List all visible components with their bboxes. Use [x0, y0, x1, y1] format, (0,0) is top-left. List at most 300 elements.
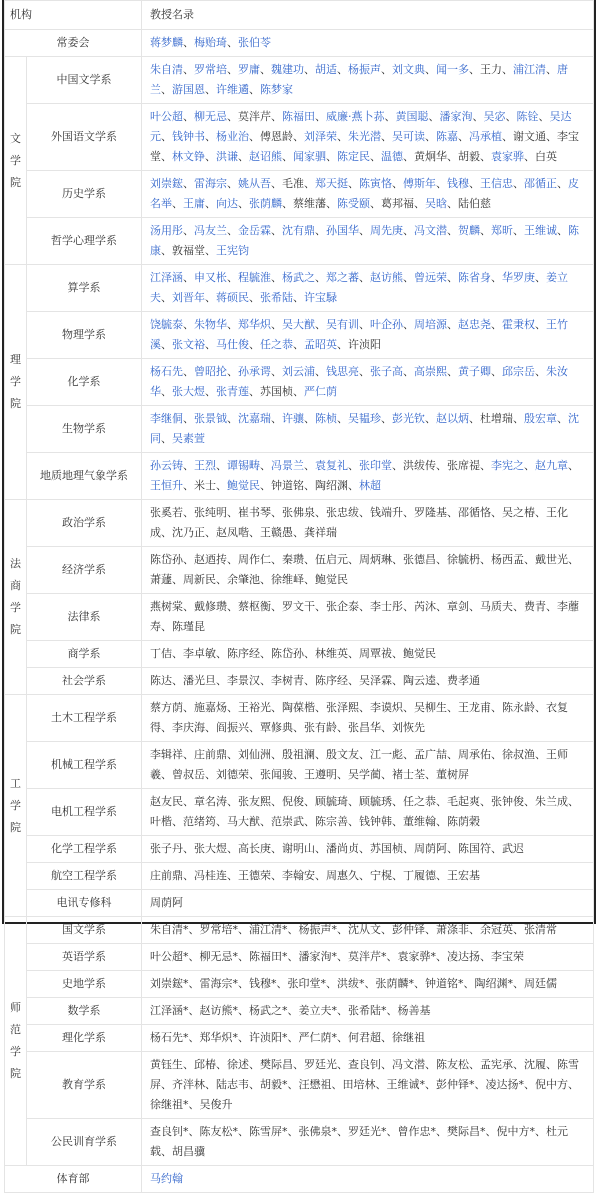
professor-link[interactable]: 殷宏章 — [524, 412, 557, 425]
separator: 、 — [271, 412, 282, 425]
professor-link[interactable]: 叶公超 — [150, 110, 183, 123]
professor-name: 李蘼寿 — [150, 600, 579, 633]
separator: 、 — [491, 506, 502, 519]
professor-link[interactable]: 郑之蕃 — [326, 271, 359, 284]
professor-link[interactable]: 孟昭英 — [304, 338, 337, 351]
professor-name: 罗廷光* — [348, 1125, 387, 1138]
separator: 、 — [205, 291, 216, 304]
separator: 、 — [315, 701, 326, 714]
separator: 、 — [287, 1004, 299, 1017]
professor-link[interactable]: 吴达元 — [150, 110, 572, 143]
separator: 、 — [188, 1125, 200, 1138]
professor-name: 王师羲 — [150, 748, 568, 781]
professor-link[interactable]: 朱自清 — [150, 63, 183, 76]
separator: 、 — [392, 647, 403, 660]
professor-name: 王龙甫 — [458, 701, 491, 714]
separator: 、 — [205, 768, 216, 781]
separator: 、 — [370, 197, 381, 210]
professor-name: 洪绂传 — [403, 459, 436, 472]
separator: 、 — [304, 647, 315, 660]
professor-link[interactable]: 刘云浦 — [282, 365, 315, 378]
professor-name: 王力 — [480, 63, 502, 76]
professor-link[interactable]: 王庸 — [183, 197, 205, 210]
professor-link[interactable]: 赵忠尧 — [458, 318, 491, 331]
table-row — [5, 30, 594, 57]
separator: 、 — [227, 553, 238, 566]
professor-link[interactable]: 皮名举 — [150, 177, 579, 210]
professor-link[interactable]: 马仕俊 — [216, 338, 249, 351]
professor-names — [142, 836, 594, 863]
professor-link[interactable]: 周培源 — [414, 318, 447, 331]
professor-name: 李辑祥 — [150, 748, 183, 761]
separator: 、 — [403, 271, 414, 284]
professor-link[interactable]: 郑天挺 — [315, 177, 348, 190]
professor-link[interactable]: 沈同 — [150, 412, 579, 445]
professor-name: 王裕光 — [238, 701, 271, 714]
separator: 、 — [172, 197, 183, 210]
separator: 、 — [183, 506, 194, 519]
professor-name: 李树青 — [271, 674, 304, 687]
separator: 、 — [183, 271, 194, 284]
professor-link[interactable]: 许骧 — [282, 412, 304, 425]
professor-name: 倪中方 — [535, 1078, 568, 1091]
separator: 、 — [304, 573, 315, 586]
professor-name: 任之恭 — [403, 795, 436, 808]
professor-name: 朱兰成 — [535, 795, 568, 808]
professor-link[interactable]: 孙国华 — [326, 224, 359, 237]
professor-name: 沈从文 — [348, 923, 381, 936]
department-name: 国文学系 — [27, 917, 142, 944]
professor-link[interactable]: 傅斯年 — [403, 177, 436, 190]
professor-link[interactable]: 王恒升 — [150, 479, 183, 492]
professor-link[interactable]: 沈嘉瑞 — [238, 412, 271, 425]
professor-name: 徐维峄 — [271, 573, 304, 586]
separator: 、 — [463, 977, 475, 990]
professor-link[interactable]: 张伯苓 — [238, 36, 271, 49]
professor-link[interactable]: 杨石先 — [150, 365, 183, 378]
table-row — [5, 890, 594, 917]
separator: 、 — [304, 795, 315, 808]
professor-link[interactable]: 魏建功 — [271, 63, 304, 76]
professor-name: 倪俊 — [282, 795, 304, 808]
department-name: 物理学系 — [27, 312, 142, 359]
professor-name: 查良钊 — [348, 1058, 381, 1071]
professor-link[interactable]: 郑华炽 — [238, 318, 271, 331]
professor-link[interactable]: 梅贻琦 — [194, 36, 227, 49]
separator: 、 — [238, 150, 249, 163]
professor-link[interactable]: 李继侗 — [150, 412, 183, 425]
separator: 、 — [392, 815, 403, 828]
professor-link[interactable]: 赵访熊 — [370, 271, 403, 284]
professor-link[interactable]: 沈有鼎 — [282, 224, 315, 237]
professor-link[interactable]: 任之恭 — [260, 338, 293, 351]
separator: 、 — [491, 842, 502, 855]
professor-name: 张荫麟* — [375, 977, 414, 990]
professor-name: 李谟炽 — [370, 701, 403, 714]
separator: 、 — [513, 1058, 524, 1071]
separator: 、 — [287, 1078, 299, 1091]
separator: 、 — [315, 110, 326, 123]
professor-link[interactable]: 刘崇鋐 — [150, 177, 183, 190]
professor-name: 衣复得 — [150, 701, 568, 734]
professor-name: 毛起爽 — [447, 795, 480, 808]
professor-link[interactable]: 刘文典 — [392, 63, 425, 76]
separator: 、 — [513, 923, 524, 936]
table-row — [5, 944, 594, 971]
separator: 、 — [188, 1004, 200, 1017]
separator: 、 — [447, 506, 458, 519]
separator: 、 — [359, 224, 370, 237]
professor-name: 袁家骅* — [397, 950, 436, 963]
separator: 、 — [315, 869, 326, 882]
professor-link[interactable]: 曾远荣 — [414, 271, 447, 284]
separator: 、 — [469, 923, 480, 936]
professor-link[interactable]: 王烈 — [194, 459, 216, 472]
professor-link[interactable]: 高崇熙 — [414, 365, 447, 378]
separator: 、 — [238, 1125, 249, 1138]
separator: 、 — [205, 385, 216, 398]
professor-name: 张奚若 — [150, 506, 183, 519]
professor-name: 徐述 — [227, 1058, 249, 1071]
professor-link[interactable]: 张子高 — [370, 365, 403, 378]
separator: 、 — [249, 338, 260, 351]
separator: 、 — [348, 815, 359, 828]
professor-link[interactable]: 吴可读 — [392, 130, 425, 143]
professor-name: 曾叔岳 — [172, 768, 205, 781]
professor-name: 费孝通 — [447, 674, 480, 687]
separator: 、 — [271, 224, 282, 237]
professor-link[interactable]: 冯友兰 — [194, 224, 227, 237]
professor-names — [142, 57, 594, 104]
separator: 、 — [384, 110, 396, 123]
professor-link[interactable]: 孙承谔 — [238, 365, 271, 378]
professor-names — [142, 171, 594, 218]
separator: 、 — [287, 1031, 299, 1044]
professor-link[interactable]: 黄国聪 — [395, 110, 429, 123]
professor-link[interactable]: 蒋梦麟 — [150, 36, 183, 49]
professor-name: 陈宗善 — [315, 815, 348, 828]
professor-name: 朱自清* — [150, 923, 189, 936]
professor-name: 陈达 — [150, 674, 172, 687]
department-name: 地质地理气象学系 — [27, 453, 142, 500]
table-row — [5, 863, 594, 890]
department-name: 法律系 — [27, 594, 142, 641]
table-row — [5, 104, 594, 171]
separator: 、 — [172, 674, 183, 687]
professor-link[interactable]: 钱穆 — [447, 177, 469, 190]
professor-name: 高长庚 — [238, 842, 271, 855]
separator: 、 — [227, 869, 238, 882]
professor-link[interactable]: 郑昕 — [491, 224, 513, 237]
separator: 、 — [227, 318, 238, 331]
professor-name: 刘德荣 — [216, 768, 249, 781]
separator: 、 — [216, 1058, 227, 1071]
professor-link[interactable]: 陈铨 — [516, 110, 539, 123]
table-row — [5, 695, 594, 742]
professor-link[interactable]: 冯景兰 — [271, 459, 304, 472]
professor-link[interactable]: 彭光钦 — [392, 412, 425, 425]
professor-link[interactable]: 吴素萱 — [172, 432, 205, 445]
professor-link[interactable]: 赵九章 — [535, 459, 568, 472]
separator: 、 — [304, 553, 315, 566]
professor-name: 田培林 — [342, 1078, 376, 1091]
professor-link[interactable]: 张大煜 — [172, 385, 205, 398]
professor-link[interactable]: 罗常培 — [194, 63, 227, 76]
professor-link[interactable]: 冯承植 — [469, 130, 502, 143]
professor-link[interactable]: 胡适 — [315, 63, 337, 76]
separator: 、 — [249, 526, 260, 539]
separator: 、 — [271, 177, 282, 190]
professor-link[interactable]: 王竹溪 — [150, 318, 568, 351]
professor-link[interactable]: 姚从吾 — [238, 177, 271, 190]
separator: 、 — [337, 338, 348, 351]
professor-name: 黄炯华 — [414, 150, 447, 163]
separator: 、 — [172, 647, 183, 660]
professor-link[interactable]: 潘家洵 — [439, 110, 473, 123]
professor-link[interactable]: 许维遹 — [216, 83, 249, 96]
separator: 、 — [403, 365, 414, 378]
professor-link[interactable]: 冯文潜 — [414, 224, 447, 237]
professor-name: 陶绍渊 — [315, 479, 348, 492]
college-name: 工 学 院 — [5, 695, 27, 917]
separator: 、 — [425, 412, 436, 425]
professor-link[interactable]: 温德 — [381, 150, 403, 163]
professor-link[interactable]: 陈嘉 — [436, 130, 458, 143]
separator: 、 — [172, 573, 183, 586]
table-row — [5, 1052, 594, 1119]
separator: 、 — [436, 869, 447, 882]
professor-link[interactable]: 闻一多 — [436, 63, 469, 76]
professor-link[interactable]: 吴大猷 — [282, 318, 315, 331]
separator: 、 — [392, 553, 403, 566]
separator: 、 — [271, 842, 282, 855]
professor-link[interactable]: 饶毓泰 — [150, 318, 183, 331]
professor-link[interactable]: 吴韫珍 — [348, 412, 381, 425]
professor-link[interactable]: 林超 — [359, 479, 381, 492]
professor-name: 刘仙洲 — [238, 748, 271, 761]
professor-name: 徐继祖 — [392, 1031, 425, 1044]
professor-name: 陈雪屏* — [249, 1125, 288, 1138]
separator: 、 — [304, 815, 315, 828]
table-row — [5, 453, 594, 500]
professor-name: 胡毅 — [458, 150, 480, 163]
separator: 、 — [557, 177, 568, 190]
professor-name: 孟宪承 — [480, 1058, 513, 1071]
professor-link[interactable]: 浦江清 — [513, 63, 546, 76]
professor-link[interactable]: 邱宗岳 — [502, 365, 535, 378]
professor-link[interactable]: 霍秉权 — [502, 318, 535, 331]
professor-link[interactable]: 杨振声 — [348, 63, 381, 76]
professor-name: 凌达扬* — [485, 1078, 524, 1091]
separator: 、 — [535, 506, 546, 519]
professor-name: 杨武之* — [249, 1004, 288, 1017]
professor-link[interactable]: 金岳霖 — [238, 224, 271, 237]
professor-link[interactable]: 陈定民 — [337, 150, 370, 163]
department-name: 理化学系 — [27, 1025, 142, 1052]
college-name: 文 学 院 — [5, 57, 27, 265]
professor-link[interactable]: 赵诏熊 — [249, 150, 282, 163]
separator: 、 — [287, 950, 299, 963]
professor-link[interactable]: 柳无忌 — [194, 110, 227, 123]
professor-link[interactable]: 吴晗 — [425, 197, 447, 210]
professor-link[interactable]: 马约翰 — [150, 1172, 183, 1185]
professor-names — [142, 998, 594, 1025]
separator: 、 — [304, 459, 315, 472]
separator: 、 — [392, 869, 403, 882]
professor-link[interactable]: 姜立夫 — [150, 271, 568, 304]
professor-names — [142, 594, 594, 641]
table-row — [5, 668, 594, 695]
professor-name: 庄前鼎 — [150, 869, 183, 882]
separator: 、 — [161, 526, 172, 539]
professor-name: 冯文潜 — [392, 1058, 425, 1071]
separator: 、 — [513, 412, 524, 425]
professor-link[interactable]: 鲍觉民 — [227, 479, 260, 492]
professor-link[interactable]: 张印堂 — [359, 459, 392, 472]
professor-link[interactable]: 王维诚 — [524, 224, 557, 237]
professor-link[interactable]: 江泽涵 — [150, 271, 183, 284]
professor-link[interactable]: 袁复礼 — [315, 459, 348, 472]
professor-link[interactable]: 周先庚 — [370, 224, 403, 237]
professor-link[interactable]: 袁家骅 — [491, 150, 524, 163]
professor-link[interactable]: 杨武之 — [282, 271, 315, 284]
professor-name: 陈雪屏 — [150, 1058, 579, 1091]
professor-link[interactable]: 严仁荫 — [304, 385, 337, 398]
professor-link[interactable]: 许宝騄 — [304, 291, 337, 304]
separator: 、 — [216, 815, 227, 828]
separator: 、 — [348, 479, 359, 492]
professor-link[interactable]: 唐兰 — [150, 63, 568, 96]
professor-name: 杨善基 — [397, 1004, 431, 1017]
professor-name: 周炳琳 — [359, 553, 392, 566]
professor-name: 戴世光 — [535, 553, 568, 566]
professor-link[interactable]: 赵以炳 — [436, 412, 469, 425]
professor-link[interactable]: 刘晋年 — [172, 291, 205, 304]
professor-link[interactable]: 程毓淮 — [238, 271, 271, 284]
professor-link[interactable]: 陈康 — [150, 224, 579, 257]
professor-link[interactable]: 陈受颐 — [337, 197, 370, 210]
professor-link[interactable]: 王宪钧 — [216, 244, 249, 257]
professor-link[interactable]: 刘泽荣 — [304, 130, 337, 143]
professor-link[interactable]: 张景钺 — [194, 412, 227, 425]
professor-link[interactable]: 蒋硕民 — [216, 291, 249, 304]
professor-name: 米士 — [194, 479, 216, 492]
professor-link[interactable]: 罗庸 — [238, 63, 260, 76]
professor-name: 钟道铭 — [271, 479, 304, 492]
separator: 、 — [403, 748, 414, 761]
table-row — [5, 57, 594, 104]
professor-link[interactable]: 洪谦 — [216, 150, 238, 163]
professor-link[interactable]: 威廉·燕卜荪 — [326, 110, 385, 123]
separator: 、 — [414, 197, 425, 210]
professor-name: 樊际昌* — [447, 1125, 486, 1138]
separator: 、 — [381, 130, 392, 143]
professor-name: 张企泰 — [326, 600, 359, 613]
professor-link[interactable]: 贺麟 — [458, 224, 480, 237]
professor-name: 倪中方* — [496, 1125, 535, 1138]
professor-link[interactable]: 张希陆 — [260, 291, 293, 304]
professor-link[interactable]: 向达 — [216, 197, 238, 210]
professor-link[interactable]: 叶企孙 — [370, 318, 403, 331]
professor-link[interactable]: 陈桢 — [315, 412, 337, 425]
professor-link[interactable]: 李宪之 — [491, 459, 524, 472]
professor-link[interactable]: 张文裕 — [172, 338, 205, 351]
separator: 、 — [469, 63, 480, 76]
professor-link[interactable]: 林文铮 — [172, 150, 205, 163]
separator: 、 — [304, 674, 315, 687]
separator: 、 — [183, 412, 194, 425]
separator: 、 — [359, 365, 370, 378]
professor-link[interactable]: 申又枨 — [194, 271, 227, 284]
professor-link[interactable]: 陈福田 — [282, 110, 315, 123]
separator: 、 — [304, 479, 315, 492]
professor-name: 江泽涵* — [150, 1004, 189, 1017]
separator: 、 — [188, 950, 200, 963]
separator: 、 — [386, 1004, 398, 1017]
professor-name: 燕树棠 — [150, 600, 183, 613]
professor-link[interactable]: 钱思亮 — [326, 365, 359, 378]
professor-name: 陆志韦 — [216, 1078, 249, 1091]
professor-name: 胡昌骥 — [172, 1145, 205, 1158]
professor-name: 苏国桢 — [260, 385, 293, 398]
professor-name: 张昌华 — [348, 721, 381, 734]
professor-link[interactable]: 汤用彤 — [150, 224, 183, 237]
separator: 、 — [403, 224, 414, 237]
professor-link[interactable]: 游国恩 — [172, 83, 205, 96]
professor-link[interactable]: 雷海宗 — [194, 177, 227, 190]
professor-link[interactable]: 朱汝华 — [150, 365, 568, 398]
professor-link[interactable]: 吴有训 — [326, 318, 359, 331]
professor-link[interactable]: 黄子卿 — [458, 365, 491, 378]
separator: 、 — [381, 1058, 392, 1071]
professor-link[interactable]: 陈梦家 — [260, 83, 293, 96]
professor-name: 周承佑 — [458, 748, 491, 761]
professor-link[interactable]: 钱钟书 — [172, 130, 205, 143]
professor-link[interactable]: 朱光潜 — [348, 130, 381, 143]
professor-name: 莫泮芹 — [238, 110, 271, 123]
professor-name: 罗文干 — [282, 600, 315, 613]
separator: 、 — [436, 459, 447, 472]
department-name: 历史学系 — [27, 171, 142, 218]
professor-name: 吴泽霖 — [359, 674, 392, 687]
professor-link[interactable]: 华罗庚 — [502, 271, 535, 284]
professor-link[interactable]: 朱物华 — [194, 318, 227, 331]
professor-link[interactable]: 闻家驷 — [293, 150, 326, 163]
professor-link[interactable]: 张青莲 — [216, 385, 249, 398]
professor-link[interactable]: 王信忠 — [480, 177, 513, 190]
separator: 、 — [359, 600, 370, 613]
professor-link[interactable]: 陈寅恪 — [359, 177, 392, 190]
professor-link[interactable]: 曾昭抡 — [194, 365, 227, 378]
separator: 、 — [249, 385, 260, 398]
professor-link[interactable]: 张荫麟 — [249, 197, 282, 210]
professor-name: 董树屏 — [436, 768, 469, 781]
department-name: 外国语文学系 — [27, 104, 142, 171]
professor-link[interactable]: 陈省身 — [458, 271, 491, 284]
professor-link[interactable]: 吴宓 — [483, 110, 506, 123]
professor-link[interactable]: 杨业治 — [216, 130, 249, 143]
separator: 、 — [557, 224, 568, 237]
separator: 、 — [183, 36, 194, 49]
separator: 、 — [271, 271, 282, 284]
professor-link[interactable]: 邵循正 — [524, 177, 557, 190]
professor-link[interactable]: 谭锡畴 — [227, 459, 260, 472]
professor-link[interactable]: 孙云铸 — [150, 459, 183, 472]
professor-names — [142, 500, 594, 547]
professor-names — [142, 218, 594, 265]
professor-name: 张德昌 — [403, 553, 436, 566]
professor-name: 张席禔 — [447, 459, 480, 472]
